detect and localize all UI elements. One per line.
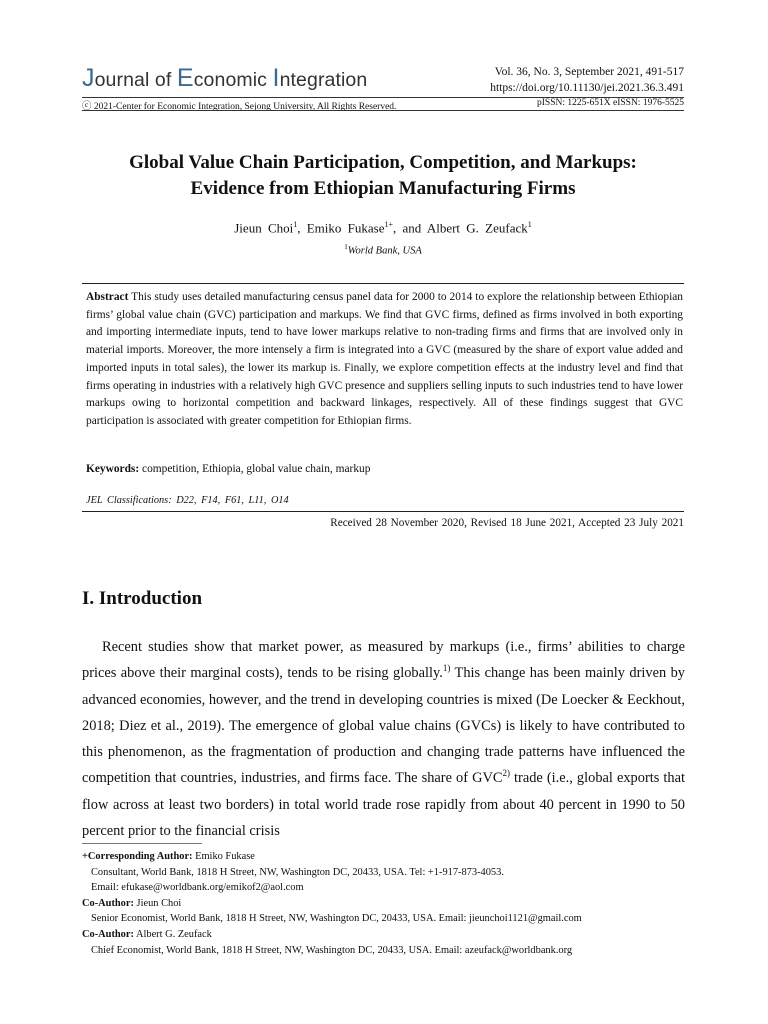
abstract-rule-bottom <box>82 511 684 512</box>
author-footnotes <box>82 849 685 958</box>
affiliation-mark: 1 <box>344 243 348 251</box>
author-mark: 1 <box>293 220 298 229</box>
author-mark: 1+ <box>384 220 393 229</box>
co-author-name: Jieun Choi <box>133 897 182 909</box>
journal-name-part3: ntegration <box>279 69 368 91</box>
footnote-rule <box>82 843 202 844</box>
section-heading: I. Introduction <box>82 588 203 609</box>
co-author-2 <box>82 927 685 943</box>
footnote-ref-2[interactable]: 2) <box>502 768 510 779</box>
corresponding-name: Emiko Fukase <box>192 851 255 862</box>
copyright-text: ⓒ 2021-Center for Economic Integration, Sejong University, All Rights Reserved. <box>82 102 397 112</box>
affiliation-text: World Bank, USA <box>347 245 422 257</box>
author-name: Jieun Choi <box>234 220 294 236</box>
journal-letter-j: J <box>82 64 95 92</box>
title-line-1: Global Value Chain Participation, Competition, and Markups: <box>129 152 637 173</box>
keywords <box>86 463 683 475</box>
footnote-ref-1[interactable]: 1) <box>442 663 451 674</box>
intro-paragraph <box>82 634 685 844</box>
co-author-label: Co-Author: <box>82 928 134 940</box>
issue-info <box>490 64 684 96</box>
intro-text-a: Recent studies show that market power, as measured by markups (i.e., firms’ abilities to charge prices above their marginal costs), tends to be rising globally. <box>82 639 685 682</box>
journal-name-part2: conomic <box>193 69 273 91</box>
co-author-name: Albert G. Zeufack <box>133 928 212 940</box>
received-dates: Received 28 November 2020, Revised 18 June 2021, Accepted 23 July 2021 <box>330 517 684 529</box>
co-author-label: Co-Author: <box>82 897 134 909</box>
title-line-2: Evidence from Ethiopian Manufacturing Firms <box>190 178 576 199</box>
abstract-text: This study uses detailed manufacturing census panel data for 2000 to 2014 to explore the relationship between Ethiopian firms’ global value chain (GVC) participation and markups. We find that GVC firms, defined as firms involved in both exporting and importing intermediate inputs, tend to have lower markups relative to non-trading firms and firms that are involved only in material imports. Moreover, the more intensely a firm is integrated into a GVC (measured by the share of export value added and imported inputs in total sales), the lower its markup is. Finally, we explore competition effects at the industry level and find that firms operating in industries with a relatively high GVC presence and suppliers selling inputs to such industries tend to have lower markups owing to horizontal competition and backward linkages, respectively. All of these findings suggest that GVC participation is associated with greater competition for Ethiopian firms. <box>86 291 683 427</box>
abstract-rule-top <box>82 283 684 284</box>
volume-line: Vol. 36, No. 3, September 2021, 491-517 <box>494 66 684 78</box>
intro-text-c: trade (i.e., global exports that flow across at least two borders) in total world trade rose rapidly from about 40 percent in 1990 to 50 percent prior to the financial crisis <box>82 770 685 840</box>
journal-letter-e: E <box>176 64 194 92</box>
keywords-text: competition, Ethiopia, global value chain, markup <box>142 463 371 475</box>
co-author-2-details: Chief Economist, World Bank, 1818 H Street, NW, Washington DC, 20433, USA. Email: azeufack@worldbank.org <box>91 944 573 956</box>
corresponding-author <box>82 849 685 865</box>
keywords-label: Keywords: <box>86 463 140 475</box>
doi-link[interactable]: https://doi.org/10.11130/jei.2021.36.3.491 <box>490 82 684 94</box>
corresponding-label: +Corresponding Author: <box>82 851 193 862</box>
co-author-1 <box>82 896 685 912</box>
journal-name-part1: ournal of <box>94 69 177 91</box>
author-name: Emiko Fukase <box>306 220 385 236</box>
co-author-1-details: Senior Economist, World Bank, 1818 H Street, NW, Washington DC, 20433, USA. Email: jieunchoi1121@gmail.com <box>91 913 582 925</box>
issn-text: pISSN: 1225-651X eISSN: 1976-5525 <box>537 98 684 108</box>
affiliation <box>82 243 684 257</box>
corresponding-address: Consultant, World Bank, 1818 H Street, NW, Washington DC, 20433, USA. Tel: +1-917-873-4053. <box>91 866 504 878</box>
abstract <box>86 289 683 431</box>
intro-text-b: This change has been mainly driven by advanced economies, however, and the trend in developing countries is mixed (De Loecker & Eeckhout, 2018; Diez et al., 2019). The emergence of global value chains (GVCs) is likely to have contributed to this phenomenon, as the fragmentation of production and changing trade patterns have influenced the competition that countries, industries, and firms face. The share of GVC <box>82 665 685 787</box>
author-list: Jieun Choi$^1$, Emiko Fukase$^{1+}$, and Albert G. Zeufack$^1$ <box>234 220 532 236</box>
journal-letter-i: I <box>272 64 280 92</box>
corresponding-email[interactable]: Email: efukase@worldbank.org/emikof2@aol.com <box>91 882 304 894</box>
author-name: Albert G. Zeufack <box>426 220 528 236</box>
abstract-label: Abstract <box>86 291 129 303</box>
author-mark: 1 <box>527 220 532 229</box>
header-rule-bottom <box>82 110 684 111</box>
jel-classifications: JEL Classifications: D22, F14, F61, L11, O14 <box>86 495 289 506</box>
journal-name <box>82 64 367 93</box>
paper-title <box>82 150 684 202</box>
